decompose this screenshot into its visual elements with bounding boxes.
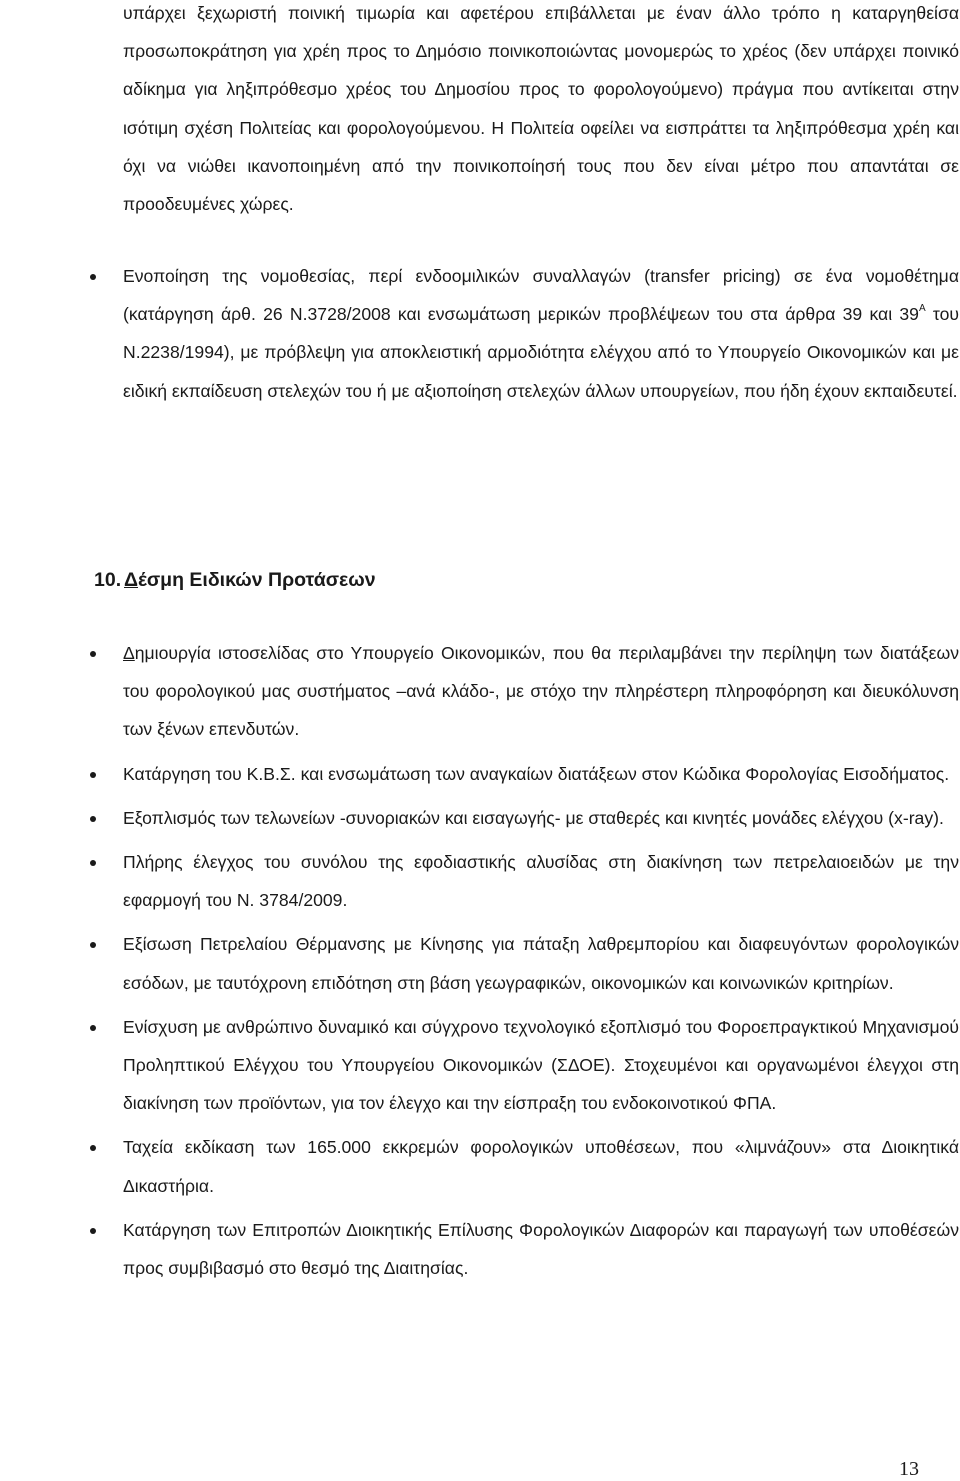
page-number: 13 [899,1458,919,1480]
list-item-text: Δ [123,643,135,663]
bullet-icon [90,860,96,866]
bullet-text-part: του Ν.2238/1994), με πρόβλεψη για αποκλειστική αρμοδιότητα ελέγχου από το Υπουργείο Οικονομικών και με ειδική εκπαίδευση στελεχών του ή με αξιοποίηση στελεχών άλλων υπουργείων, που ήδη έχουν εκπαιδευτεί. [123,304,960,401]
bullet-icon [90,1145,96,1151]
bullet-icon [90,651,96,657]
list-item-text: Ενίσχυση με ανθρώπινο δυναμικό και σύγχρονο τεχνολογικό εξοπλισμό του Φοροεπραγκτικού Μηχανισμού Προληπτικού Ελέγχου του Υπουργείου Οικονομικών (ΣΔΟΕ). Στοχευμένοι και οργανωμένοι έλεγχοι στη διακίνηση των προϊόντων, για τον έλεγχο και την είσπραξη του ενδοκοινοτικού ΦΠΑ. [123,1016,959,1114]
section-number: 10. [94,569,122,591]
list-item [0,257,959,410]
list-item [0,1211,959,1287]
list-item [0,634,959,749]
list-item-text: Πλήρης έλεγχος του συνόλου της εφοδιαστικής αλυσίδας στη διακίνηση των πετρελαιοειδών με την εφαρμογή του Ν. 3784/2009. [123,852,959,911]
list-item [0,799,959,837]
bullet-icon [90,772,96,778]
list-item-text: Κατάργηση των Επιτροπών Διοικητικής Επίλυσης Φορολογικών Διαφορών και παραγωγή των υποθέσεών προς συμβιβασμό στο θεσμό της Διαιτησίας. [123,1219,959,1279]
bullet-icon [90,942,96,948]
section-heading-first-letter: Δ [124,569,139,591]
section-heading-text: έσμη Ειδικών Προτάσεων [138,569,376,591]
continuation-paragraph [123,0,959,223]
bullet-text-part: Ενοποίηση της νομοθεσίας, περί ενδοομιλικών συναλλαγών (transfer pricing) σε ένα νομοθέτημα (κατάργηση άρθ. 26 Ν.3728/2008 και ενσωμάτωση μερικών προβλέψεων του στα άρθρα 39 και 39 [123,266,959,325]
list-item-text: Κατάργηση του Κ.Β.Σ. και ενσωμάτωση των αναγκαίων διατάξεων στον Κώδικα Φορολογίας Εισοδήματος. [123,763,950,784]
list-item-text: Ταχεία εκδίκαση των 165.000 εκκρεμών φορολογικών υποθέσεων, που «λιμνάζουν» στα Διοικητικά Δικαστήρια. [123,1137,959,1196]
list-item [0,925,959,1001]
list-item [0,1128,959,1204]
superscript: Α [918,303,926,315]
list-item [0,843,959,919]
list-item-text: Εξίσωση Πετρελαίου Θέρμανσης με Κίνησης για πάταξη λαθρεμπορίου και διαφευγόντων φορολογικών εσόδων, με ταυτόχρονη επιδότηση στη βάση γεωγραφικών, οικονομικών και κοινωνικών κριτηρίων. [123,934,959,993]
list-item [0,755,959,793]
bullet-icon [90,274,96,280]
list-item-text: Εξοπλισμός των τελωνείων -συνοριακών και εισαγωγής- με σταθερές και κινητές μονάδες ελέγχου (x-ray). [123,807,944,828]
list-item [0,1008,959,1123]
bullet-icon [90,816,96,822]
bullet-icon [90,1228,96,1234]
continuation-text: υπάρχει ξεχωριστή ποινική τιμωρία και αφετέρου επιβάλλεται με έναν άλλο τρόπο η καταργηθείσα προσωποκράτηση για χρέη προς το Δημόσιο ποινικοποιώντας μονομερώς το χρέος (δεν υπάρχει ποινικό αδίκημα για ληξιπρόθεσμο χρέος του Δημοσίου προς το φορολογούμενο) πράγμα που αντίκειται στην ισότιμη σχέση Πολιτείας και φορολογούμενου. Η Πολιτεία οφείλει να εισπράττει τα ληξιπρόθεσμα χρέη και όχι να νιώθει ικανοποιημένη από την ποινικοποίησή τους που δεν είναι μέτρο που απαντάται σε προοδευμένες χώρες. [123,3,959,215]
bullet-list-top [0,257,960,410]
list-item-text: ημιουργία ιστοσελίδας στο Υπουργείο Οικονομικών, που θα περιλαμβάνει την περίληψη των διατάξεων του φορολογικού μας συστήματος –ανά κλάδο-, με στόχο την πληρέστερη πληροφόρηση και διευκόλυνση των ξένων επενδυτών. [123,643,959,740]
proposals-list [0,634,960,1293]
section-heading [94,565,376,595]
bullet-icon [90,1025,96,1031]
